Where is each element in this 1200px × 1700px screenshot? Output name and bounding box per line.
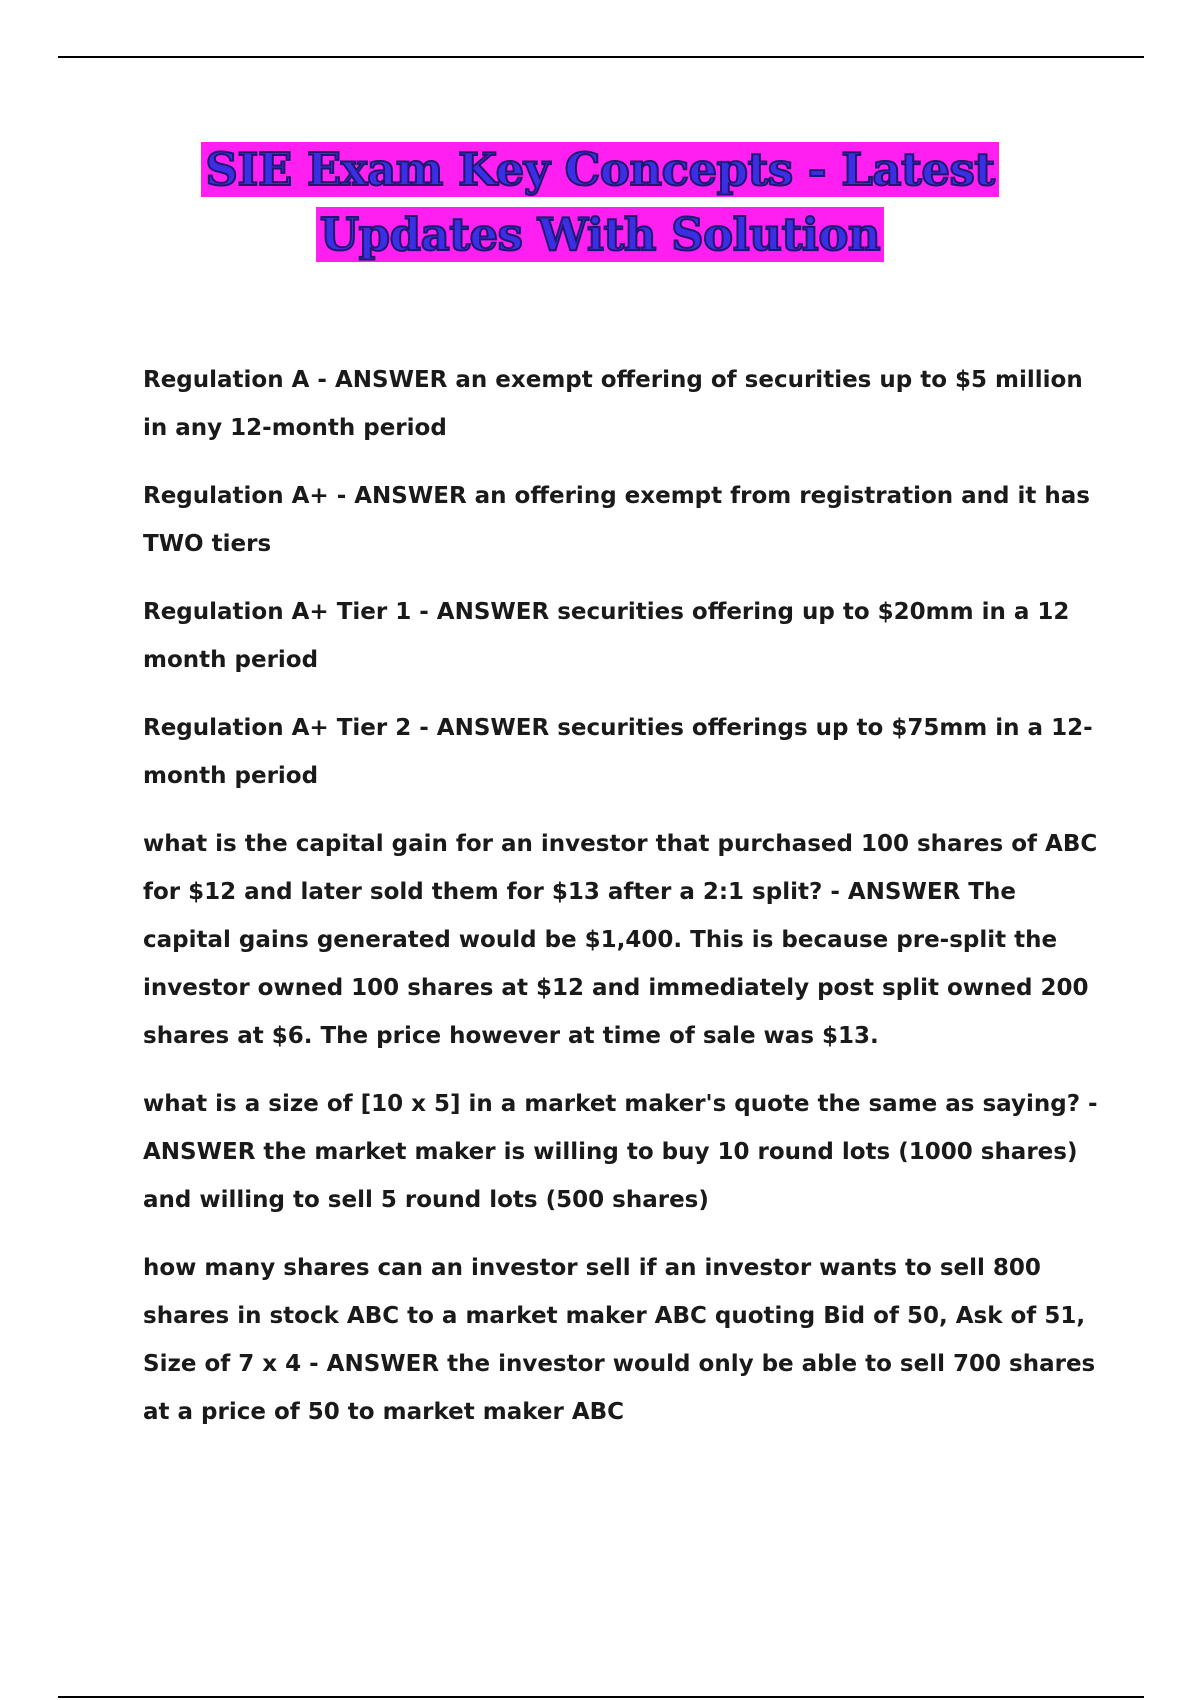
document-title <box>0 142 1200 262</box>
qa-list <box>143 356 1103 1456</box>
bottom-rule <box>58 1696 1144 1698</box>
qa-entry-tier-1: Regulation A+ Tier 1 - ANSWER securities offering up to $20mm in a 12 month period <box>143 599 1070 673</box>
qa-entry-tier-2: Regulation A+ Tier 2 - ANSWER securities offerings up to $75mm in a 12-month period <box>143 715 1093 789</box>
qa-entry-capital-gain: what is the capital gain for an investor that purchased 100 shares of ABC for $12 and later sold them for $13 after a 2:1 split? - ANSWER The capital gains generated would be $1,400. This is because pre-split the investor owned 100 shares at $12 and immediately post split owned 200 shares at $6. The price however at time of sale was $13. <box>143 831 1098 1049</box>
qa-entry-regulation-a: Regulation A - ANSWER an exempt offering of securities up to $5 million in any 12-month period <box>143 367 1083 441</box>
qa-entry-shares-sell: how many shares can an investor sell if an investor wants to sell 800 shares in stock ABC to a market maker ABC quoting Bid of 50, Ask of 51, Size of 7 x 4 - ANSWER the investor would only be able to sell 700 shares at a price of 50 to market maker ABC <box>143 1255 1096 1425</box>
title-line-2: Updates With Solution <box>316 207 884 262</box>
top-rule <box>58 56 1144 58</box>
qa-entry-quote-size: what is a size of [10 x 5] in a market maker's quote the same as saying? - ANSWER the market maker is willing to buy 10 round lots (1000 shares) and willing to sell 5 round lots (500 shares) <box>143 1091 1098 1213</box>
title-line-1: SIE Exam Key Concepts - Latest <box>201 142 998 197</box>
qa-entry-regulation-a-plus: Regulation A+ - ANSWER an offering exempt from registration and it has TWO tiers <box>143 483 1090 557</box>
